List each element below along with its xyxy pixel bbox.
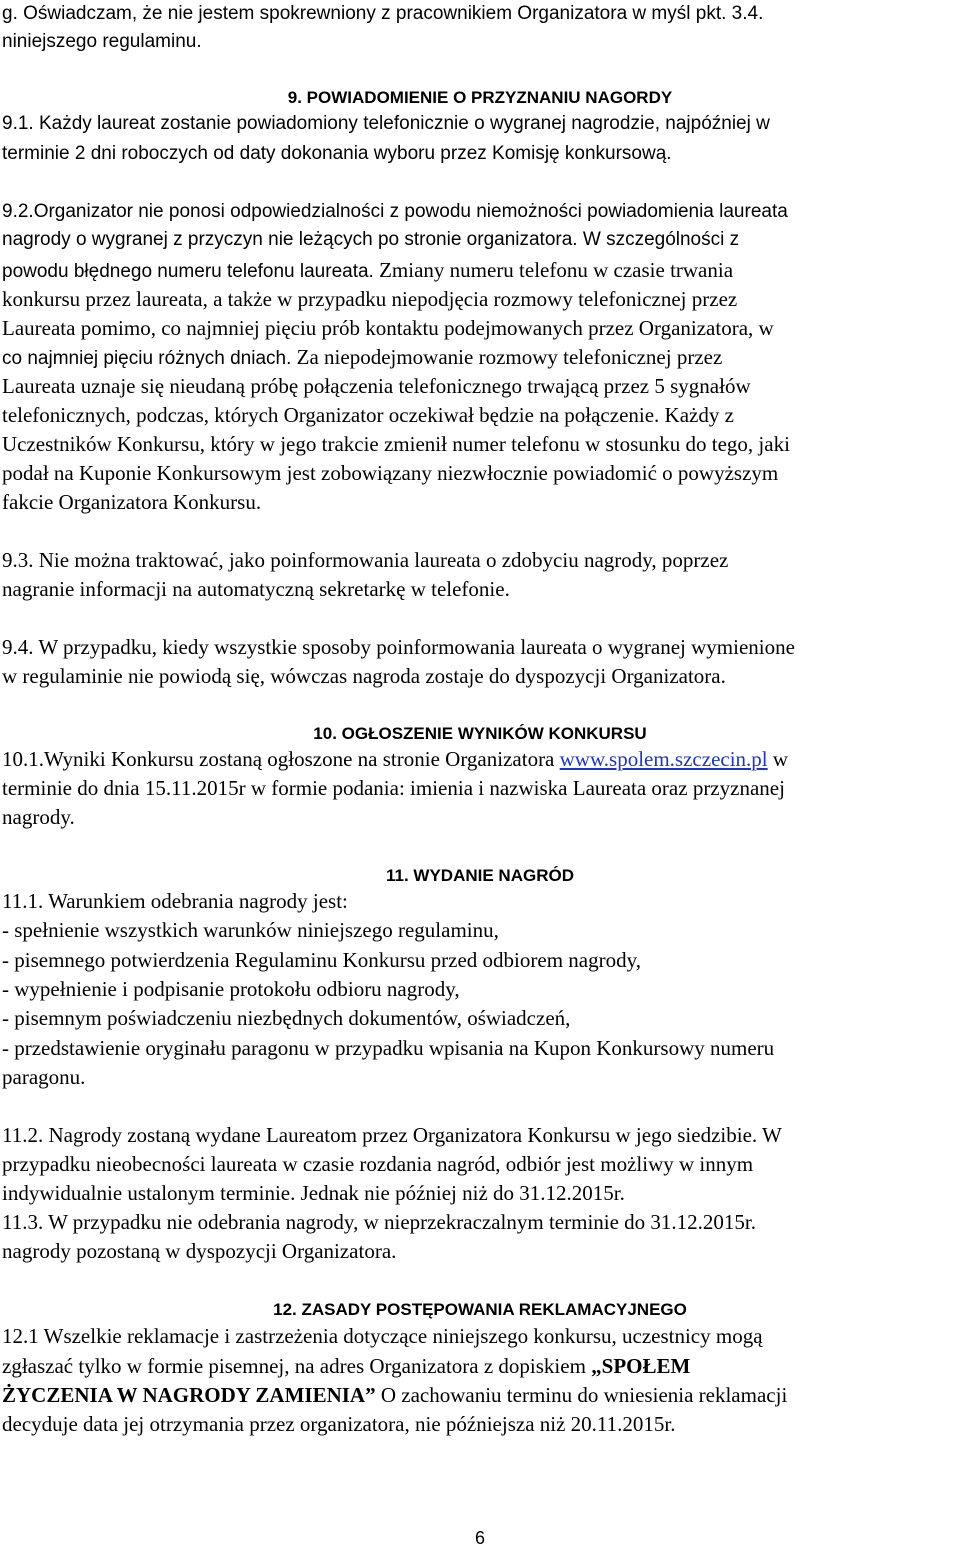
paragraph-12-1-line-3 bbox=[2, 1384, 787, 1406]
paragraph-11-1-line-6: - przedstawienie oryginału paragonu w przypadku wpisania na Kupon Konkursowy numeru bbox=[2, 1036, 775, 1060]
paragraph-9-2-line-4: konkursu przez laureata, a także w przypadku niepodjęcia rozmowy telefonicznej przez bbox=[2, 287, 738, 311]
paragraph-11-1-line-2: - spełnienie wszystkich warunków niniejszego regulaminu, bbox=[2, 918, 499, 942]
paragraph-12-1-line-1: 12.1 Wszelkie reklamacje i zastrzeżenia dotyczące niniejszego konkursu, uczestnicy mogą bbox=[2, 1324, 763, 1348]
paragraph-11-1-line-1: 11.1. Warunkiem odebrania nagrody jest: bbox=[2, 889, 348, 913]
paragraph-9-2-line-11: fakcie Organizatora Konkursu. bbox=[2, 490, 262, 514]
paragraph-10-1-line-3: nagrody. bbox=[2, 805, 75, 829]
paragraph-9-2-line-1: 9.2.Organizator nie ponosi odpowiedzialności z powodu niemożności powiadomienia laureata bbox=[2, 201, 788, 222]
paragraph-11-3-line-1: 11.3. W przypadku nie odebrania nagrody, w nieprzekraczalnym terminie do 31.12.2015r. bbox=[2, 1210, 757, 1234]
section-11-heading: 11. WYDANIE NAGRÓD bbox=[386, 866, 574, 885]
slogan-part-2: ŻYCZENIA W NAGRODY ZAMIENIA” bbox=[2, 1383, 376, 1407]
paragraph-11-3-line-2: nagrody pozostaną w dyspozycji Organizatora. bbox=[2, 1239, 397, 1263]
intro-line-2: niniejszego regulaminu. bbox=[2, 31, 202, 52]
intro-line-1: g. Oświadczam, że nie jestem spokrewniony z pracownikiem Organizatora w myśl pkt. 3.4. bbox=[2, 3, 764, 24]
paragraph-9-2-line-6 bbox=[2, 346, 722, 369]
paragraph-9-2-line-5: Laureata pomimo, co najmniej pięciu prób kontaktu podejmowanych przez Organizatora, w bbox=[2, 316, 774, 340]
section-9-heading: 9. POWIADOMIENIE O PRZYZNANIU NAGORDY bbox=[287, 88, 673, 107]
paragraph-9-4-line-1: 9.4. W przypadku, kiedy wszystkie sposoby poinformowania laureata o wygranej wymienione bbox=[2, 635, 795, 659]
paragraph-9-2-line-3-serif: Zmiany numeru telefonu w czasie trwania bbox=[373, 258, 734, 282]
paragraph-9-1-line-2: terminie 2 dni roboczych od daty dokonania wyboru przez Komisję konkursową. bbox=[2, 143, 672, 164]
paragraph-9-2-line-2: nagrody o wygranej z przyczyn nie leżących po stronie organizatora. W szczególności z bbox=[2, 229, 740, 250]
paragraph-12-1-line-2 bbox=[2, 1355, 690, 1377]
paragraph-9-2-line-8: telefonicznych, podczas, których Organizator oczekiwał będzie na połączenie. Każdy z bbox=[2, 403, 734, 427]
paragraph-9-3-line-2: nagranie informacji na automatyczną sekretarkę w telefonie. bbox=[2, 577, 510, 601]
paragraph-12-1-line-4: decyduje data jej otrzymania przez organizatora, nie późniejsza niż 20.11.2015r. bbox=[2, 1412, 676, 1436]
paragraph-9-2-line-10: podał na Kuponie Konkursowym jest zobowiązany niezwłocznie powiadomić o powyższym bbox=[2, 461, 779, 485]
paragraph-11-1-line-5: - pisemnym poświadczeniu niezbędnych dokumentów, oświadczeń, bbox=[2, 1006, 571, 1030]
paragraph-10-1-line-1 bbox=[2, 748, 788, 770]
organizer-website-link[interactable]: www.spolem.szczecin.pl bbox=[559, 747, 768, 771]
paragraph-9-2-line-3-sans: powodu błędnego numeru telefonu laureata. bbox=[2, 261, 374, 282]
paragraph-9-2-line-3 bbox=[2, 259, 733, 282]
paragraph-11-2-line-3: indywidualnie ustalonym terminie. Jednak nie później niż do 31.12.2015r. bbox=[2, 1181, 625, 1205]
paragraph-9-2-line-9: Uczestników Konkursu, który w jego trakcie zmienił numer telefonu w stosunku do tego, jaki bbox=[2, 432, 790, 456]
paragraph-9-4-line-2: w regulaminie nie powiodą się, wówczas nagroda zostaje do dyspozycji Organizatora. bbox=[2, 664, 726, 688]
slogan-part-1: „SPOŁEM bbox=[591, 1354, 691, 1378]
page-number: 6 bbox=[474, 1528, 485, 1548]
paragraph-9-1-line-1: 9.1. Każdy laureat zostanie powiadomiony telefonicznie o wygranej nagrodzie, najpóźniej w bbox=[2, 113, 770, 134]
paragraph-12-1-text-before: zgłaszać tylko w formie pisemnej, na adres Organizatora z dopiskiem bbox=[2, 1354, 592, 1378]
paragraph-11-2-line-1: 11.2. Nagrody zostaną wydane Laureatom przez Organizatora Konkursu w jego siedzibie. W bbox=[2, 1123, 782, 1147]
section-10-heading: 10. OGŁOSZENIE WYNIKÓW KONKURSU bbox=[313, 724, 647, 743]
paragraph-9-2-line-7: Laureata uznaje się nieudaną próbę połączenia telefonicznego trwającą przez 5 sygnałów bbox=[2, 374, 751, 398]
paragraph-11-2-line-2: przypadku nieobecności laureata w czasie rozdania nagród, odbiór jest możliwy w innym bbox=[2, 1152, 754, 1176]
paragraph-9-3-line-1: 9.3. Nie można traktować, jako poinformowania laureata o zdobyciu nagrody, poprzez bbox=[2, 548, 729, 572]
paragraph-10-1-text-after: w bbox=[767, 747, 789, 771]
paragraph-11-1-line-3: - pisemnego potwierdzenia Regulaminu Konkursu przed odbiorem nagrody, bbox=[2, 948, 641, 972]
section-12-heading: 12. ZASADY POSTĘPOWANIA REKLAMACYJNEGO bbox=[273, 1300, 687, 1319]
paragraph-12-1-text-after: O zachowaniu terminu do wniesienia reklamacji bbox=[375, 1383, 788, 1407]
paragraph-11-1-line-4: - wypełnienie i podpisanie protokołu odbioru nagrody, bbox=[2, 977, 460, 1001]
paragraph-10-1-line-2: terminie do dnia 15.11.2015r w formie podania: imienia i nazwiska Laureata oraz przyznanej bbox=[2, 776, 785, 800]
paragraph-9-2-line-6-serif: Za niepodejmowanie rozmowy telefonicznej przez bbox=[291, 345, 723, 369]
paragraph-10-1-text-before: 10.1.Wyniki Konkursu zostaną ogłoszone na stronie Organizatora bbox=[2, 747, 560, 771]
paragraph-9-2-line-6-sans: co najmniej pięciu różnych dniach. bbox=[2, 348, 292, 369]
paragraph-11-1-line-7: paragonu. bbox=[2, 1065, 86, 1089]
